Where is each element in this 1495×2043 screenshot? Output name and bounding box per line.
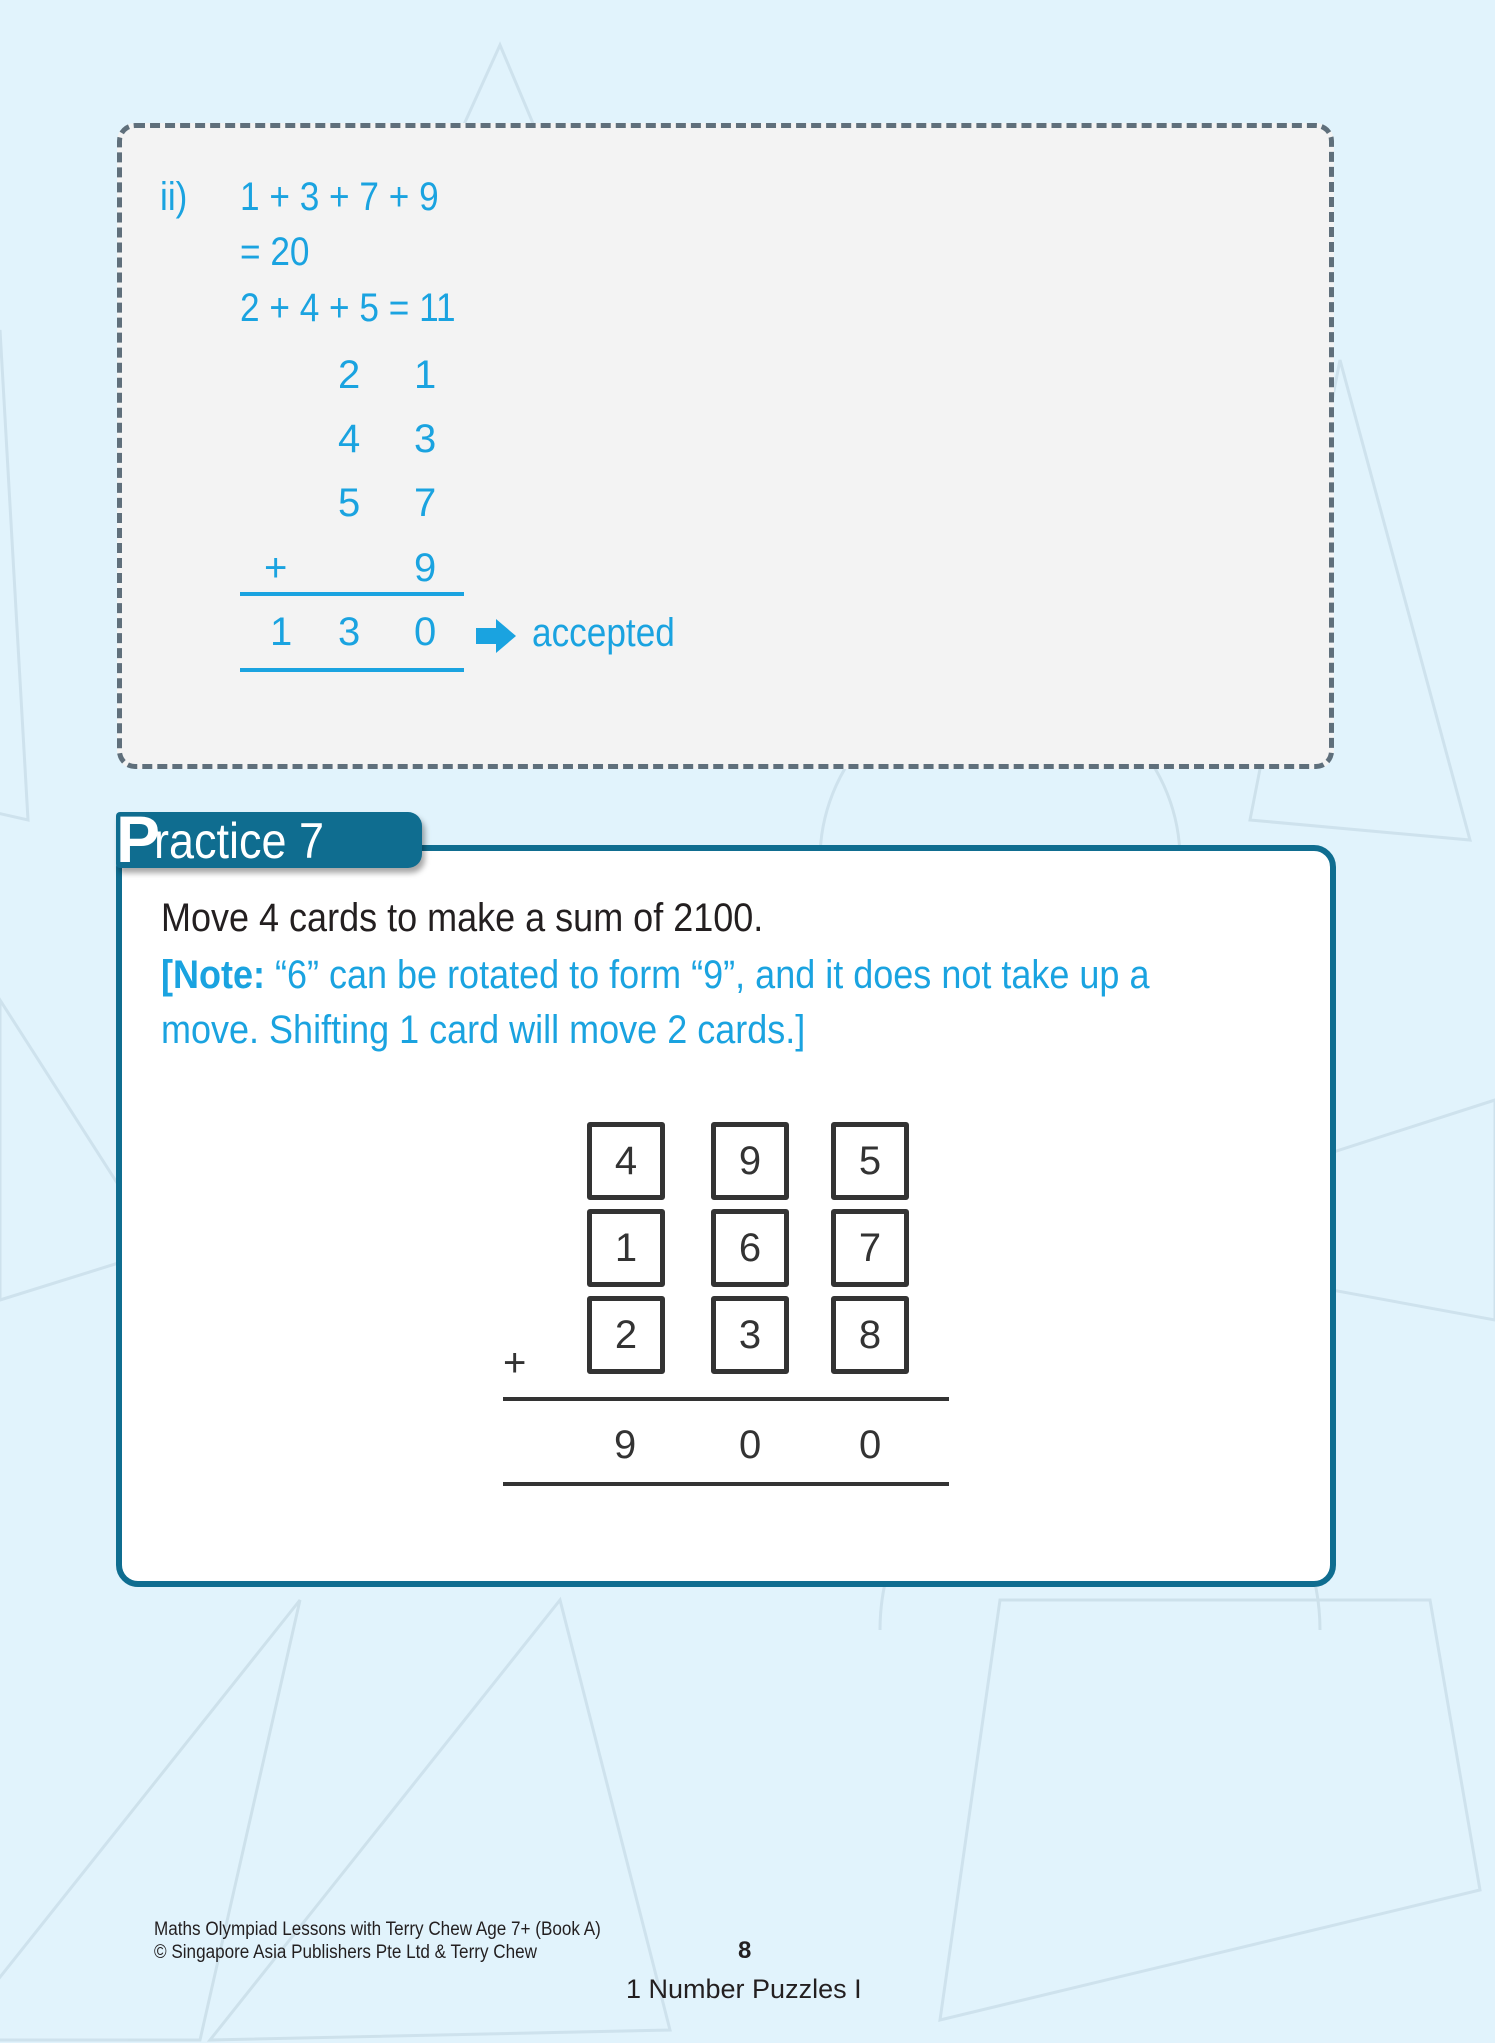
addend-digit: 1 (414, 353, 437, 397)
addend-digit: 2 (338, 353, 361, 397)
footer-copyright: © Singapore Asia Publishers Pte Ltd & Terry Chew (154, 1942, 537, 1963)
number-card[interactable]: 2 (587, 1296, 665, 1374)
note-text-1: “6” can be rotated to form “9”, and it does not take up a (264, 953, 1150, 997)
result-digit: 1 (270, 610, 293, 654)
solution-line-2: = 20 (240, 230, 310, 274)
solution-line-1: 1 + 3 + 7 + 9 (240, 175, 439, 219)
sum-rule-bottom (240, 668, 464, 672)
number-card[interactable]: 3 (711, 1296, 789, 1374)
result-digit: 3 (338, 610, 361, 654)
solution-label: ii) (160, 175, 188, 219)
number-card[interactable]: 8 (831, 1296, 909, 1374)
sum-digit: 0 (739, 1423, 762, 1467)
badge-title: ractice 7 (154, 813, 325, 869)
addend-digit: 3 (414, 417, 437, 461)
chapter-title: 1 Number Puzzles I (626, 1974, 862, 2004)
plus-sign: + (503, 1341, 527, 1385)
result-digit: 0 (414, 610, 437, 654)
sum-rule-bottom (503, 1482, 949, 1486)
addend-digit: 4 (338, 417, 361, 461)
solution-line-3: 2 + 4 + 5 = 11 (240, 286, 456, 330)
number-card[interactable]: 5 (831, 1122, 909, 1200)
sum-digit: 9 (614, 1423, 637, 1467)
solution-box (117, 123, 1334, 769)
badge-initial: P (116, 802, 161, 876)
note-line-1 (161, 955, 1149, 995)
addend-digit: 9 (414, 546, 437, 590)
page-number: 8 (738, 1937, 752, 1964)
question-text: Move 4 cards to make a sum of 2100. (161, 896, 764, 940)
number-card[interactable]: 7 (831, 1209, 909, 1287)
addend-digit: 5 (338, 481, 361, 525)
accepted-label: accepted (532, 611, 675, 655)
note-label: [Note: (161, 953, 265, 997)
plus-sign: + (264, 546, 288, 590)
number-card[interactable]: 9 (711, 1122, 789, 1200)
sum-rule-top (240, 592, 464, 596)
note-line-2: move. Shifting 1 card will move 2 cards.] (161, 1008, 806, 1052)
number-card[interactable]: 4 (587, 1122, 665, 1200)
number-card[interactable]: 6 (711, 1209, 789, 1287)
sum-rule-top (503, 1397, 949, 1401)
addend-digit: 7 (414, 481, 437, 525)
practice-badge (116, 802, 422, 876)
arrow-right-icon (476, 619, 516, 653)
sum-digit: 0 (859, 1423, 882, 1467)
number-card[interactable]: 1 (587, 1209, 665, 1287)
footer-book-title: Maths Olympiad Lessons with Terry Chew Age 7+ (Book A) (154, 1919, 601, 1940)
